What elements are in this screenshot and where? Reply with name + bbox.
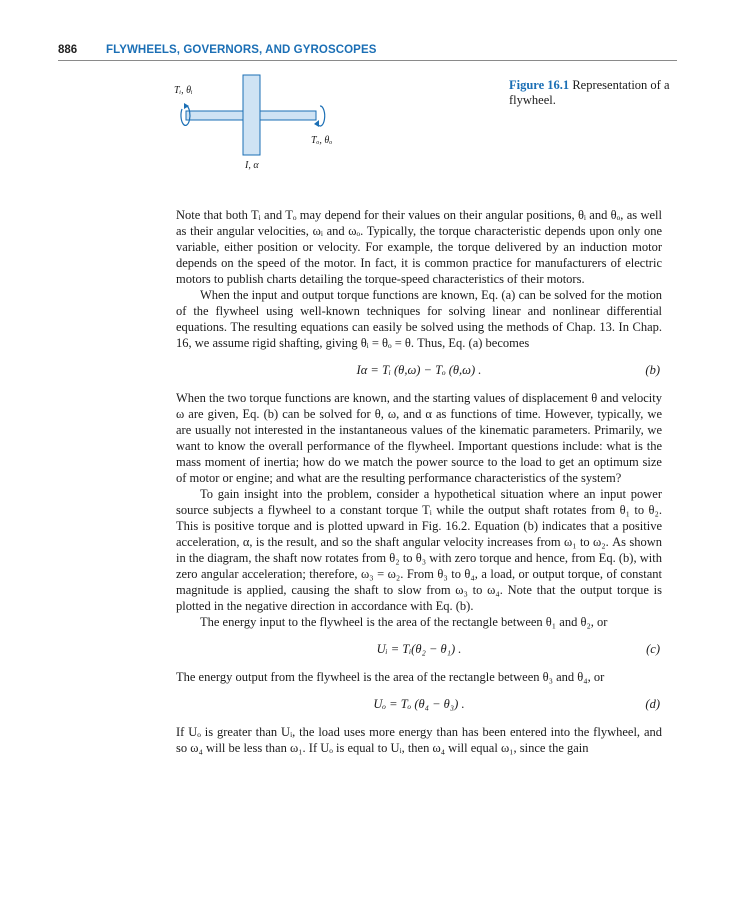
equation-c-math: Uᵢ = Tᵢ(θ₂ − θ₁) . — [376, 642, 462, 656]
equation-c — [176, 641, 662, 657]
equation-b — [176, 362, 662, 378]
label-output-torque: Tₒ, θₒ — [311, 135, 333, 146]
paragraph-6: The energy output from the flywheel is the area of the rectangle between θ₃ and θ₄, or — [176, 670, 605, 684]
output-arrowhead-icon — [314, 120, 319, 127]
paragraph-3: When the two torque functions are known, and the starting values of displacement θ and velocity ω are given, Eq. (b) can be solved for θ, ω, and α as functions of time. However, typically, we are usually not interested in the instantaneous values of the kinematic parameters. Primarily, we want to know the overall performance of the flywheel. Important questions include: what is the mass moment of inertia; how do we match the power source to the load to get an optimum size of motor or engine; and what are the resulting performance characteristics of the system? — [176, 391, 662, 485]
page-header — [58, 44, 677, 60]
equation-d-math: Uₒ = Tₒ (θ₄ − θ₃) . — [373, 697, 465, 711]
caption-label: Figure 16.1 — [509, 78, 570, 92]
paragraph-5: The energy input to the flywheel is the area of the rectangle between θ₁ and θ₂, or — [200, 615, 608, 629]
label-inertia: I, α — [245, 160, 259, 171]
caption-text: Representation of a flywheel. — [509, 78, 670, 107]
page-number: 886 — [58, 44, 78, 56]
header-rule — [58, 60, 677, 61]
equation-d — [176, 696, 662, 712]
paragraph-1: Note that both Tᵢ and Tₒ may depend for their values on their angular positions, θᵢ and θₒ, as well as their angular velocities, ωᵢ and ωₒ. Typically, the torque characteristic depends upon only one variable, either position or velocity. For example, the torque delivered by an induction motor depends on the speed of the motor. In fact, it is common practice for manufacturers of electric motors to publish charts detailing the torque-speed characteristics of their motors. — [176, 208, 662, 286]
equation-d-tag: (d) — [645, 697, 660, 711]
body-text — [176, 207, 662, 756]
figure-caption — [509, 78, 679, 108]
flywheel-figure — [168, 73, 338, 173]
equation-b-tag: (b) — [645, 363, 660, 377]
paragraph-4: To gain insight into the problem, consider a hypothetical situation where an input power source subjects a flywheel to a constant torque Tᵢ while the output shaft rotates from θ₁ to θ₂. This is positive torque and is plotted upward in Fig. 16.2. Equation (b) indicates that a positive acceleration, α, is the result, and so the shaft angular velocity increases from ω₁ to ω₂. As shown in the diagram, the shaft now rotates from θ₂ to θ₃ with zero torque and hence, from Eq. (b), with zero angular acceleration; therefore, ω₃ = ω₂. From θ₃ to θ₄, a load, or output torque, of constant magnitude is applied, causing the shaft to slow from ω₃ to ω₄. Note that the output torque is plotted in the negative direction in accordance with Eq. (b). — [176, 487, 662, 613]
flywheel-disk — [243, 75, 260, 155]
label-input-torque: Tᵢ, θᵢ — [174, 85, 193, 96]
paragraph-2: When the input and output torque functions are known, Eq. (a) can be solved for the motion of the flywheel using well-known techniques for solving linear and nonlinear differential equations. The resulting equations can easily be solved using the methods of Chap. 13. In Chap. 16, we assume rigid shafting, giving θᵢ = θₒ = θ. Thus, Eq. (a) becomes — [176, 288, 662, 350]
flywheel-diagram — [168, 73, 338, 173]
paragraph-7: If Uₒ is greater than Uᵢ, the load uses more energy than has been entered into the flywheel, and so ω₄ will be less than ω₁. If Uₒ is equal to Uᵢ, then ω₄ will equal ω₁, since the gain — [176, 725, 662, 755]
running-head: FLYWHEELS, GOVERNORS, AND GYROSCOPES — [106, 44, 377, 56]
equation-c-tag: (c) — [646, 642, 660, 656]
equation-b-math: Iα = Tᵢ (θ,ω) − Tₒ (θ,ω) . — [356, 363, 482, 377]
